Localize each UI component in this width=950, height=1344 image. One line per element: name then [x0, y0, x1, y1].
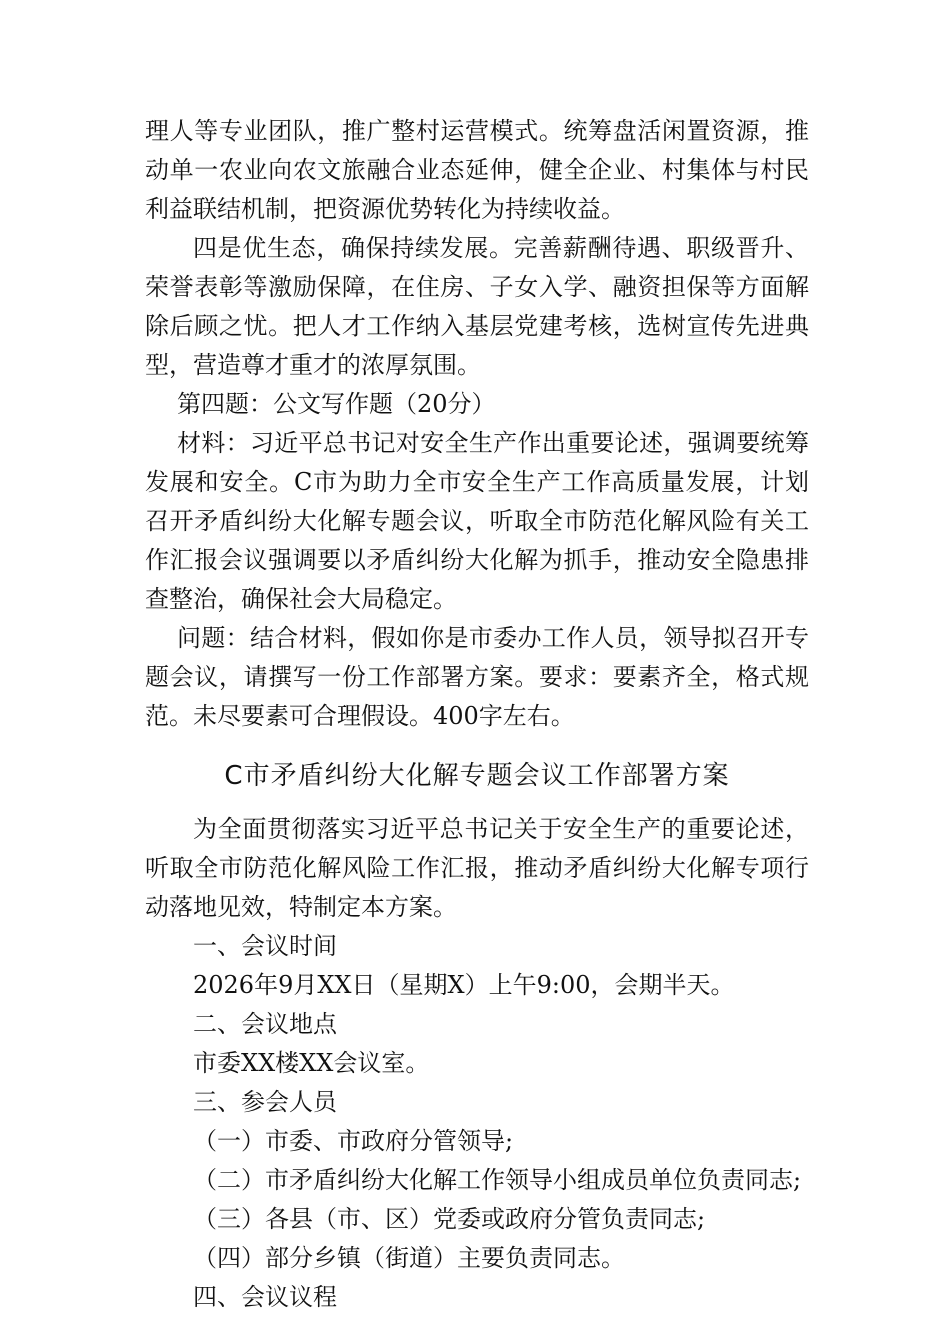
- attendee-item: （四）部分乡镇（街道）主要负责同志。: [193, 1244, 625, 1272]
- attendee-item: （三）各县（市、区）党委或政府分管负责同志;: [193, 1205, 706, 1233]
- answer-title: C市矛盾纠纷大化解专题会议工作部署方案: [224, 761, 730, 791]
- section-heading-attendees: 三、参会人员: [193, 1088, 337, 1116]
- document-body: [145, 112, 809, 1317]
- paragraph-continued: 理人等专业团队，推广整村运营模式。统筹盘活闲置资源，推动单一农业向农文旅融合业态延伸，健全企业、村集体与村民利益联结机制，把资源优势转化为持续收益。: [145, 117, 809, 223]
- attendee-item: （一）市委、市政府分管领导;: [193, 1127, 514, 1155]
- section-heading-time: 一、会议时间: [193, 932, 337, 960]
- question-material: 材料：习近平总书记对安全生产作出重要论述，强调要统筹发展和安全。C市为助力全市安全生产工作高质量发展，计划召开矛盾纠纷大化解专题会议，听取全市防范化解风险有关工作汇报会议强调要以矛盾纠纷大化解为抓手，推动安全隐患排查整治，确保社会大局稳定。: [145, 429, 809, 613]
- answer-intro: 为全面贯彻落实习近平总书记关于安全生产的重要论述，听取全市防范化解风险工作汇报，推动矛盾纠纷大化解专项行动落地见效，特制定本方案。: [145, 815, 809, 921]
- question-problem: 问题：结合材料，假如你是市委办工作人员，领导拟召开专题会议，请撰写一份工作部署方案。要求：要素齐全，格式规范。未尽要素可合理假设。400字左右。: [145, 624, 809, 730]
- attendee-item: （二）市矛盾纠纷大化解工作领导小组成员单位负责同志;: [193, 1166, 802, 1194]
- question-heading: 第四题：公文写作题（20分）: [177, 390, 496, 418]
- section-heading-location: 二、会议地点: [193, 1010, 337, 1038]
- paragraph-point-four: 四是优生态，确保持续发展。完善薪酬待遇、职级晋升、荣誉表彰等激励保障，在住房、子女入学、融资担保等方面解除后顾之忧。把人才工作纳入基层党建考核，选树宣传先进典型，营造尊才重才的浓厚氛围。: [145, 234, 809, 379]
- section-heading-agenda: 四、会议议程: [193, 1283, 337, 1311]
- section-body-time: 2026年9月XX日（星期X）上午9:00，会期半天。: [193, 971, 735, 999]
- section-body-location: 市委XX楼XX会议室。: [193, 1049, 430, 1077]
